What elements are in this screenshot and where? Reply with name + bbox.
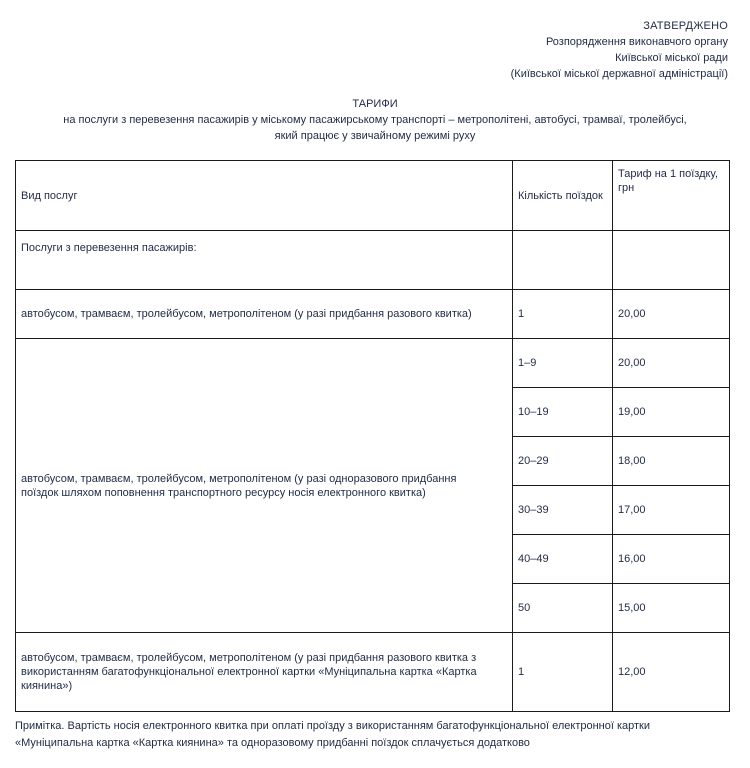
section-empty-trips <box>513 231 613 290</box>
header-service: Вид послуг <box>16 161 513 231</box>
document-subtitle-line-1: на послуги з перевезення пасажирів у міському пасажирському транспорті – метрополітені, автобусі, трамваї, тролейбусі, <box>63 114 687 126</box>
single-ticket-trips: 1 <box>513 290 613 339</box>
section-empty-tariff <box>613 231 730 290</box>
tier-trips: 20–29 <box>513 437 613 486</box>
footnote-line-2: «Муніципальна картка «Картка киянина» та одноразовому придбанні поїздок сплачується додатково <box>15 737 530 749</box>
approval-line-1: Розпорядження виконавчого органу <box>545 36 728 48</box>
footnote-line-1: Примітка. Вартість носія електронного квитка при оплаті проїзду з використанням багатофункціональної електронної картки <box>15 720 651 732</box>
approved-stamp: ЗАТВЕРДЖЕНО <box>643 20 728 32</box>
document-subtitle-line-2: який працює у звичайному режимі руху <box>274 130 476 142</box>
card-service-line-3: киянина») <box>21 680 73 692</box>
city-card-service <box>16 633 513 712</box>
table-row <box>16 633 730 712</box>
document-heading <box>0 96 750 144</box>
tier-tariff: 19,00 <box>613 388 730 437</box>
document-title: ТАРИФИ <box>352 98 398 110</box>
section-title: Послуги з перевезення пасажирів: <box>16 231 513 290</box>
tier-trips: 1–9 <box>513 339 613 388</box>
electronic-service-line-2: поїздок шляхом поповнення транспортного ресурсу носія електронного квитка) <box>21 486 426 499</box>
single-ticket-service: автобусом, трамваєм, тролейбусом, метрополітеном (у разі придбання разового квитка) <box>16 290 513 339</box>
city-card-trips: 1 <box>513 633 613 712</box>
tier-tariff: 16,00 <box>613 535 730 584</box>
section-row <box>16 231 730 290</box>
header-tariff <box>613 161 730 231</box>
electronic-ticket-service <box>16 339 513 633</box>
tier-tariff: 20,00 <box>613 339 730 388</box>
footnote <box>15 718 735 752</box>
tier-tariff: 15,00 <box>613 584 730 633</box>
city-card-tariff: 12,00 <box>613 633 730 712</box>
tier-tariff: 17,00 <box>613 486 730 535</box>
header-tariff-line-2: грн <box>618 182 635 194</box>
table-header-row <box>16 161 730 231</box>
header-tariff-line-1: Тариф на 1 поїздку, <box>618 168 718 180</box>
table-row <box>16 339 730 388</box>
approval-line-2: Київської міської ради <box>615 52 728 64</box>
card-service-line-1: автобусом, трамваєм, тролейбусом, метрополітеном (у разі придбання разового квитка з <box>21 652 477 664</box>
tier-trips: 40–49 <box>513 535 613 584</box>
card-service-line-2: використанням багатофункціональної електронної картки «Муніципальна картка «Картка <box>21 666 477 678</box>
approval-block <box>511 18 728 82</box>
tier-trips: 30–39 <box>513 486 613 535</box>
tier-trips: 50 <box>513 584 613 633</box>
approval-line-3: (Київської міської державної адміністрації) <box>510 68 728 80</box>
table-row <box>16 290 730 339</box>
electronic-service-line-1: автобусом, трамваєм, тролейбусом, метрополітеном (у разі одноразового придбання <box>21 472 457 485</box>
header-trips: Кількість поїздок <box>513 161 613 231</box>
tariffs-table <box>15 160 730 712</box>
single-ticket-tariff: 20,00 <box>613 290 730 339</box>
tier-tariff: 18,00 <box>613 437 730 486</box>
tier-trips: 10–19 <box>513 388 613 437</box>
